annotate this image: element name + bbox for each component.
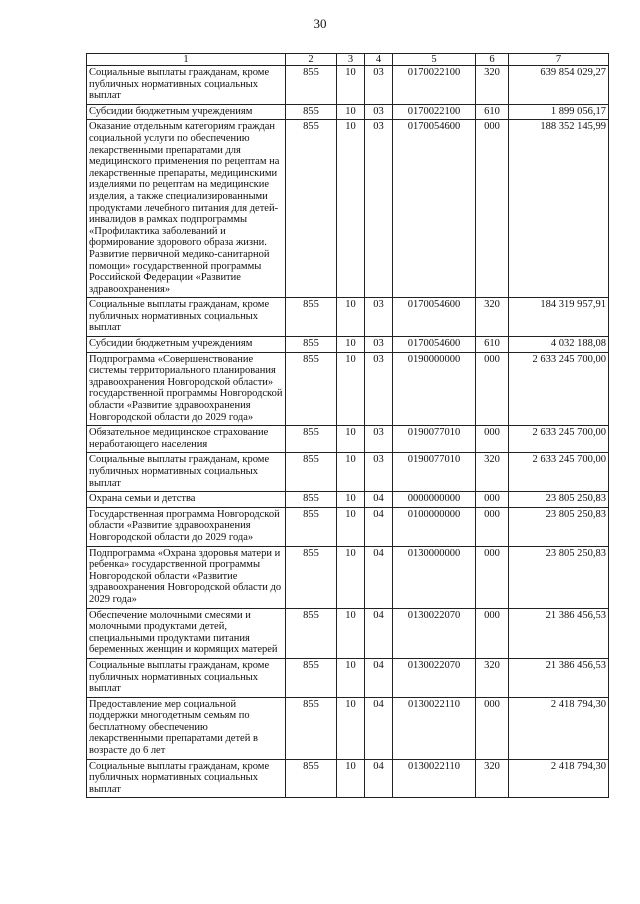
table-row [87, 298, 609, 337]
cell-expense-type: 000 [476, 507, 509, 546]
cell-subsection: 03 [365, 337, 393, 353]
cell-ministry-code: 855 [286, 546, 337, 608]
cell-target-code: 0130022070 [393, 658, 476, 697]
cell-name: Подпрограмма «Совершенствование системы территориального планирования здравоохранения Новгородской области» государственной программы Новгородской области «Развитие здравоохранения Новгородской области до 2029 года» [87, 352, 286, 426]
cell-name: Обязательное медицинское страхование неработающего населения [87, 426, 286, 453]
cell-amount: 2 418 794,30 [509, 759, 609, 798]
cell-ministry-code: 855 [286, 120, 337, 298]
table-row [87, 608, 609, 658]
cell-section: 10 [337, 658, 365, 697]
cell-ministry-code: 855 [286, 337, 337, 353]
cell-subsection: 03 [365, 453, 393, 492]
cell-section: 10 [337, 298, 365, 337]
cell-expense-type: 000 [476, 492, 509, 508]
cell-amount: 21 386 456,53 [509, 608, 609, 658]
cell-subsection: 03 [365, 426, 393, 453]
cell-ministry-code: 855 [286, 298, 337, 337]
header-col-2: 2 [286, 54, 337, 66]
cell-section: 10 [337, 352, 365, 426]
cell-target-code: 0190077010 [393, 426, 476, 453]
cell-section: 10 [337, 697, 365, 759]
cell-amount: 2 633 245 700,00 [509, 426, 609, 453]
table-row [87, 507, 609, 546]
cell-amount: 23 805 250,83 [509, 546, 609, 608]
cell-expense-type: 320 [476, 759, 509, 798]
cell-section: 10 [337, 66, 365, 105]
cell-ministry-code: 855 [286, 104, 337, 120]
cell-target-code: 0130000000 [393, 546, 476, 608]
cell-expense-type: 320 [476, 453, 509, 492]
cell-name: Субсидии бюджетным учреждениям [87, 337, 286, 353]
cell-ministry-code: 855 [286, 507, 337, 546]
cell-ministry-code: 855 [286, 697, 337, 759]
table-row [87, 426, 609, 453]
header-col-7: 7 [509, 54, 609, 66]
cell-expense-type: 000 [476, 120, 509, 298]
table-row [87, 492, 609, 508]
cell-amount: 188 352 145,99 [509, 120, 609, 298]
cell-name: Социальные выплаты гражданам, кроме публичных нормативных социальных выплат [87, 298, 286, 337]
cell-section: 10 [337, 546, 365, 608]
cell-ministry-code: 855 [286, 658, 337, 697]
cell-subsection: 04 [365, 492, 393, 508]
cell-subsection: 03 [365, 104, 393, 120]
cell-name: Охрана семьи и детства [87, 492, 286, 508]
cell-expense-type: 000 [476, 608, 509, 658]
cell-section: 10 [337, 492, 365, 508]
cell-section: 10 [337, 337, 365, 353]
budget-table [86, 53, 609, 798]
cell-target-code: 0130022110 [393, 697, 476, 759]
table-row [87, 66, 609, 105]
cell-subsection: 04 [365, 608, 393, 658]
cell-expense-type: 320 [476, 66, 509, 105]
cell-amount: 184 319 957,91 [509, 298, 609, 337]
cell-amount: 23 805 250,83 [509, 492, 609, 508]
header-col-3: 3 [337, 54, 365, 66]
cell-ministry-code: 855 [286, 66, 337, 105]
table-row [87, 697, 609, 759]
table-row [87, 337, 609, 353]
cell-target-code: 0170054600 [393, 298, 476, 337]
cell-target-code: 0190000000 [393, 352, 476, 426]
cell-subsection: 04 [365, 546, 393, 608]
cell-section: 10 [337, 608, 365, 658]
table-row [87, 104, 609, 120]
page-number: 30 [313, 16, 327, 31]
cell-subsection: 03 [365, 352, 393, 426]
cell-amount: 1 899 056,17 [509, 104, 609, 120]
table-row [87, 759, 609, 798]
table-row [87, 546, 609, 608]
cell-expense-type: 320 [476, 298, 509, 337]
cell-section: 10 [337, 453, 365, 492]
cell-expense-type: 000 [476, 546, 509, 608]
cell-name: Подпрограмма «Охрана здоровья матери и ребенка» государственной программы Новгородской области «Развитие здравоохранения Новгородской области до 2029 года» [87, 546, 286, 608]
header-row [87, 54, 609, 66]
cell-name: Субсидии бюджетным учреждениям [87, 104, 286, 120]
cell-amount: 2 633 245 700,00 [509, 453, 609, 492]
cell-subsection: 04 [365, 759, 393, 798]
table-row [87, 453, 609, 492]
cell-target-code: 0000000000 [393, 492, 476, 508]
cell-target-code: 0170054600 [393, 120, 476, 298]
cell-subsection: 03 [365, 298, 393, 337]
cell-expense-type: 610 [476, 104, 509, 120]
cell-section: 10 [337, 507, 365, 546]
cell-target-code: 0130022070 [393, 608, 476, 658]
cell-name: Предоставление мер социальной поддержки многодетным семьям по бесплатному обеспечению лекарственными препаратами детей в возрасте до 6 лет [87, 697, 286, 759]
cell-section: 10 [337, 426, 365, 453]
cell-expense-type: 000 [476, 426, 509, 453]
cell-amount: 639 854 029,27 [509, 66, 609, 105]
table-row [87, 120, 609, 298]
cell-expense-type: 320 [476, 658, 509, 697]
table-body [87, 66, 609, 798]
cell-subsection: 03 [365, 66, 393, 105]
cell-target-code: 0190077010 [393, 453, 476, 492]
cell-ministry-code: 855 [286, 426, 337, 453]
cell-ministry-code: 855 [286, 453, 337, 492]
cell-target-code: 0100000000 [393, 507, 476, 546]
cell-subsection: 04 [365, 658, 393, 697]
cell-target-code: 0170022100 [393, 66, 476, 105]
cell-section: 10 [337, 104, 365, 120]
cell-amount: 4 032 188,08 [509, 337, 609, 353]
cell-section: 10 [337, 120, 365, 298]
cell-amount: 21 386 456,53 [509, 658, 609, 697]
cell-name: Обеспечение молочными смесями и молочными продуктами детей, специальными продуктами питания беременных женщин и кормящих матерей [87, 608, 286, 658]
header-col-5: 5 [393, 54, 476, 66]
cell-name: Социальные выплаты гражданам, кроме публичных нормативных социальных выплат [87, 453, 286, 492]
cell-subsection: 03 [365, 120, 393, 298]
cell-name: Социальные выплаты гражданам, кроме публичных нормативных социальных выплат [87, 759, 286, 798]
cell-ministry-code: 855 [286, 759, 337, 798]
cell-amount: 2 633 245 700,00 [509, 352, 609, 426]
cell-name: Государственная программа Новгородской области «Развитие здравоохранения Новгородской области до 2029 года» [87, 507, 286, 546]
header-col-1: 1 [87, 54, 286, 66]
cell-name: Социальные выплаты гражданам, кроме публичных нормативных социальных выплат [87, 658, 286, 697]
cell-name: Социальные выплаты гражданам, кроме публичных нормативных социальных выплат [87, 66, 286, 105]
cell-expense-type: 000 [476, 697, 509, 759]
header-col-6: 6 [476, 54, 509, 66]
cell-target-code: 0170022100 [393, 104, 476, 120]
cell-subsection: 04 [365, 507, 393, 546]
header-col-4: 4 [365, 54, 393, 66]
cell-expense-type: 610 [476, 337, 509, 353]
cell-name: Оказание отдельным категориям граждан социальной услуги по обеспечению лекарственными препаратами для медицинского применения по рецептам на лекарственные препараты, медицинскими изделиями по рецептам на медицинские изделия, а также специализированными продуктами лечебного питания для детей-инвалидов в рамках подпрограммы «Профилактика заболеваний и формирование здорового образа жизни. Развитие первичной медико-санитарной помощи» государственной программы Российской Федерации «Развитие здравоохранения» [87, 120, 286, 298]
cell-expense-type: 000 [476, 352, 509, 426]
cell-ministry-code: 855 [286, 492, 337, 508]
cell-section: 10 [337, 759, 365, 798]
cell-amount: 2 418 794,30 [509, 697, 609, 759]
cell-target-code: 0130022110 [393, 759, 476, 798]
cell-target-code: 0170054600 [393, 337, 476, 353]
cell-subsection: 04 [365, 697, 393, 759]
table-row [87, 352, 609, 426]
table-row [87, 658, 609, 697]
cell-amount: 23 805 250,83 [509, 507, 609, 546]
cell-ministry-code: 855 [286, 608, 337, 658]
cell-ministry-code: 855 [286, 352, 337, 426]
